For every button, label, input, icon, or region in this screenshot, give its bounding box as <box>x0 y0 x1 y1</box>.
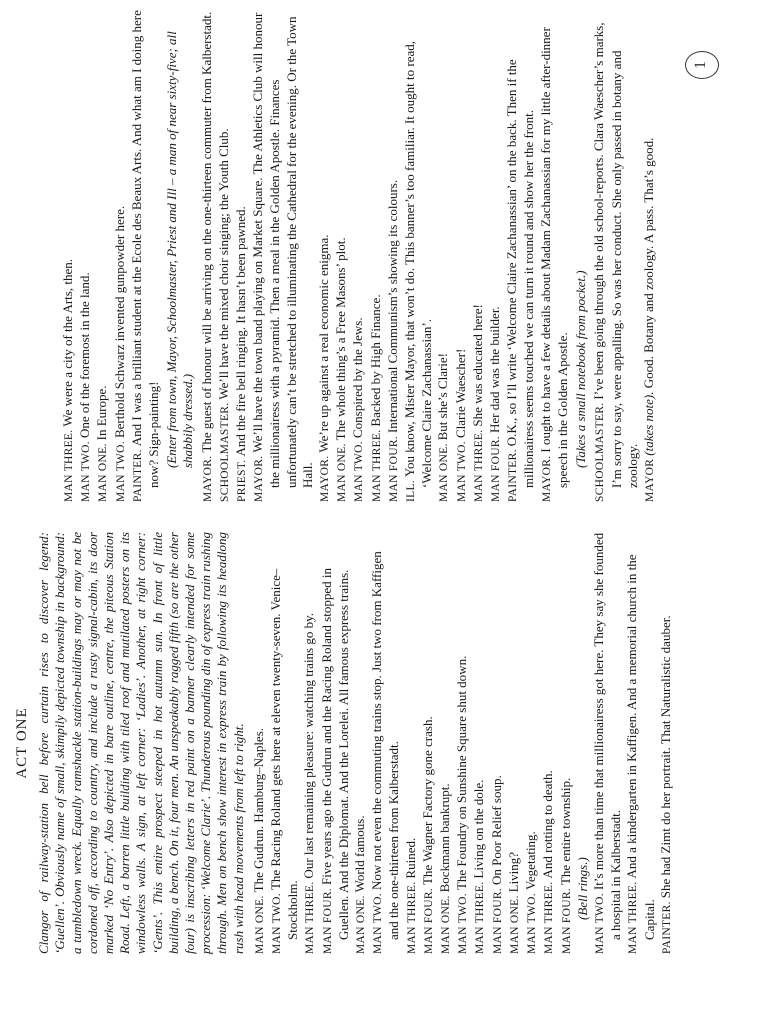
dialogue-line <box>453 10 470 502</box>
speaker-name: MAN THREE. <box>370 429 383 502</box>
speaker-name: PAINTER. <box>131 449 144 502</box>
speech-text: Ruined. <box>402 837 418 879</box>
speech-text: Now not even the commuting trains stop. Just two from Kaffigen and the one-thirteen from Kalberstadt. <box>369 551 402 940</box>
speaker-name: MAN TWO. <box>353 441 366 502</box>
speech-text: And rotting to death. <box>540 770 556 879</box>
act-title: ACT ONE <box>14 707 30 779</box>
speaker-name: MAN TWO. <box>455 441 468 502</box>
speech-text: World famous. <box>352 815 368 893</box>
speech-text: The Wagner Factory gone crash. <box>419 716 435 886</box>
dialogue-line <box>437 532 454 954</box>
speech-text: In Europe. <box>94 385 110 441</box>
dialogue-line <box>591 10 641 502</box>
speaker-name: MAN ONE. <box>355 895 368 954</box>
speech-text: Backed by High Finance. <box>367 294 383 427</box>
speaker-name: MAYOR. <box>319 455 332 502</box>
dialogue-line <box>250 10 316 502</box>
dialogue-line <box>504 10 537 502</box>
speech-text: Five years ago the Gudrun and the Racing Roland stopped in Guellen. And the Diplomat. And the Lorelei. All famous express trains. <box>318 568 351 940</box>
speech-text: I’ve been going through the old school-reports. Clara Waescher’s marks, I’m sorry to say, were appalling. So was her conduct. She only passed in botany and zoology. <box>591 22 640 488</box>
dialogue-line <box>454 532 471 954</box>
speech-text: We’ll have the town band playing on Market Square. The Athletics Club will honour the millionairess with a pyramid. Then a meal in the Golden Apostle. Finances unfortunately can’t be stretched to illuminating the Cathedral for the evening. Or the Town Hall. <box>250 12 315 488</box>
right-dialogue-a <box>60 10 162 502</box>
dialogue-line <box>575 532 591 954</box>
speaker-name: MAN FOUR. <box>321 888 334 954</box>
speaker-name: SCHOOLMASTER. <box>594 402 607 502</box>
dialogue-line <box>489 532 506 954</box>
dialogue-line <box>368 10 385 502</box>
speech-text: Clarie Waescher! <box>452 348 468 439</box>
dialogue-line <box>471 532 488 954</box>
speech-text: We were a city of the Arts, then. <box>60 259 75 427</box>
speaker-name: MAN TWO. <box>457 893 470 954</box>
speaker-name: MAN ONE. <box>438 443 451 502</box>
speech-text: O.K., so I’ll write ‘Welcome Claire Zachanassian’ on the back. Then if the millionairess seems touched we can turn it round and show her the front. <box>504 59 537 488</box>
speaker-name: MAN FOUR. <box>490 436 503 502</box>
dialogue-line <box>77 10 94 502</box>
speaker-name: MAN FOUR. <box>422 888 435 954</box>
speech-text: Living on the dole. <box>471 779 487 879</box>
speech-text: She had Zimt do her portrait. That Naturalistic dauber. <box>657 615 673 899</box>
speaker-name: MAN THREE. <box>304 881 317 954</box>
speaker-name: MAN TWO. <box>593 893 606 954</box>
speech-text: Bockmann bankrupt. <box>437 783 453 893</box>
speaker-name: MAN THREE. <box>405 881 418 954</box>
speech-text: The guest of honour will be arriving on the one-thirteen commuter from Kalberstadt. <box>198 11 214 453</box>
dialogue-line <box>591 532 624 954</box>
dialogue-line <box>251 532 268 954</box>
right-dialogue-c <box>591 10 658 502</box>
speech-text: Living? <box>505 851 521 893</box>
dialogue-line <box>129 10 162 502</box>
dialogue-line <box>641 10 658 502</box>
speech-text: Vegetating. <box>523 831 539 891</box>
speaker-name: MAN TWO. <box>271 893 284 954</box>
dialogue-line <box>301 532 318 954</box>
page-number: 1 <box>692 61 709 69</box>
opening-stage-direction: Clangor of railway-station bell before curtain rises to discover legend: ‘Guellen’. Obviously name of small, skimpily depicted township in background: a tumbledown wreck. Equally ramshackle station-buildings may or may not be cordoned off, according to country, and include a rusty signal-cabin, its door marked ‘No Entry’. Also depicted in bare outline, centre, the piteous Station Road. Left, a barren little building with tiled roof and mutilated posters on its windowless walls. A sign, at left corner: ‘Ladies’. Another, at right corner: ‘Gents’. This entire prospect steeped in hot autumn sun. In front of little building, a bench. On it, four men. An unspeakably ragged fifth (so are the other four) is inscribing letters in red paint on a banner clearly intended for some procession: ‘Welcome Clarie’. Thunderous pounding din of express train rushing through. Men on bench show interest in express train by following its headlong rush with head movements from left to right. <box>36 532 246 954</box>
speech-text: One of the foremost in the land. <box>77 272 93 439</box>
speech-text: The Foundry on Sunshine Square shut down. <box>454 655 470 891</box>
right-column <box>60 0 658 508</box>
speech-text: And a kindergarten in Kaffigen. And a memorial church in the Capital. <box>624 554 657 940</box>
speaker-name: MAYOR. <box>253 455 266 502</box>
speaker-name: MAN THREE. <box>627 881 640 954</box>
inline-direction: (takes note). <box>640 391 656 456</box>
left-column <box>0 514 675 1024</box>
speech-text: We’ll have the mixed choir singing; the Youth Club. <box>215 128 231 400</box>
speech-text: On Poor Relief soup. <box>488 775 504 886</box>
speaker-name: MAN ONE. <box>336 443 349 502</box>
speaker-name: PAINTER. <box>660 901 673 954</box>
speaker-name: MAN TWO. <box>80 441 93 502</box>
speaker-name: MAN THREE. <box>63 429 75 502</box>
speaker-name: MAN FOUR. <box>491 888 504 954</box>
speaker-name: PAINTER. <box>507 449 520 502</box>
speaker-name: ILL. <box>405 480 418 502</box>
speaker-name: MAN ONE. <box>440 895 453 954</box>
dialogue-line <box>60 10 77 502</box>
speech-text: We’re up against a real economic enigma. <box>316 234 332 453</box>
dialogue-line <box>352 532 369 954</box>
speech-text: And the fire bell ringing. It hasn’t been pawned. <box>233 206 249 457</box>
dialogue-line <box>540 532 557 954</box>
speaker-name: MAN THREE. <box>543 881 556 954</box>
dialogue-line <box>268 532 301 954</box>
dialogue-line <box>506 532 523 954</box>
dialogue-line <box>403 532 420 954</box>
stage-direction: (Bell rings.) <box>574 857 590 920</box>
right-dialogue-b <box>199 10 571 502</box>
speech-text: I ought to have a few details about Madam Zachanassian for my little after-dinner speech in the Golden Apostle. <box>537 27 570 488</box>
dialogue-line <box>216 10 233 502</box>
speech-text: You know, Mister Mayor, that won’t do. This banner’s too familiar. It ought to read, ‘Welcome Claire Zachanassian’. <box>402 41 435 488</box>
stage-direction-enter: (Enter from town, Mayor, Schoolmaster, Priest and Ill – a man of near sixty-five; all shabbily dressed.) <box>164 31 196 468</box>
dialogue-line <box>350 10 367 502</box>
speech-text: Good. Botany and zoology. A pass. That’s good. <box>640 137 656 389</box>
dialogue-line <box>385 10 402 502</box>
dialogue-line <box>112 10 129 502</box>
speech-text: The Racing Roland gets here at eleven twenty-seven. Venice–Stockholm. <box>268 568 301 940</box>
speech-text: But she’s Clarie! <box>435 352 451 441</box>
speech-text: Our last remaining pleasure: watching trains go by. <box>301 612 317 879</box>
speaker-name: MAN THREE. <box>472 429 485 502</box>
dialogue-line <box>420 532 437 954</box>
speech-text: It’s more than time that millionairess got here. They say she founded a hospital in Kalberstadt. <box>590 532 624 940</box>
speech-text: Her dad was the builder. <box>487 306 503 434</box>
dialogue-line <box>333 10 350 502</box>
speaker-name: MAN TWO. <box>526 893 539 954</box>
speech-text: She was educated here! <box>469 304 485 427</box>
speaker-name: MAN FOUR. <box>560 888 573 954</box>
dialogue-line <box>470 10 487 502</box>
speaker-name: MAN THREE. <box>474 881 487 954</box>
speaker-name: MAYOR <box>643 458 656 502</box>
dialogue-line <box>233 10 250 502</box>
dialogue-line <box>94 10 111 502</box>
speech-text: And I was a brilliant student at the Ecole des Beaux Arts. And what am I doing here now? Sign-painting! <box>128 10 162 488</box>
speech-text: Conspired by the Jews. <box>350 317 366 439</box>
dialogue-line <box>538 10 571 502</box>
left-dialogue <box>251 532 675 954</box>
dialogue-line <box>402 10 435 502</box>
speaker-name: MAYOR. <box>201 455 214 502</box>
dialogue-line <box>316 10 333 502</box>
dialogue-line <box>658 532 675 954</box>
dialogue-line <box>199 10 216 502</box>
dialogue-line <box>435 10 452 502</box>
speech-text: Berthold Schwarz invented gunpowder here. <box>111 205 127 439</box>
speech-text: The entire township. <box>557 777 573 886</box>
dialogue-line <box>487 10 504 502</box>
stage-direction-notebook: (Takes a small notebook from pocket.) <box>573 270 589 468</box>
dialogue-line <box>369 532 402 954</box>
speaker-name: MAN FOUR. <box>387 436 400 502</box>
speaker-name: MAYOR. <box>540 455 553 502</box>
dialogue-line <box>523 532 540 954</box>
dialogue-line <box>319 532 352 954</box>
dialogue-line <box>558 532 575 954</box>
speech-text: The whole thing’s a Free Masons’ plot. <box>333 237 349 441</box>
speaker-name: SCHOOLMASTER. <box>218 402 231 502</box>
speech-text: International Communism’s showing its colours. <box>384 179 400 434</box>
speaker-name: MAN ONE. <box>508 895 521 954</box>
speaker-name: MAN TWO. <box>372 893 385 954</box>
speaker-name: MAN TWO. <box>114 441 127 502</box>
speaker-name: MAN ONE. <box>253 895 266 954</box>
speaker-name: PRIEST. <box>236 459 249 502</box>
dialogue-line <box>624 532 657 954</box>
speech-text: The Gudrun. Hamburg–Naples. <box>250 727 266 893</box>
speaker-name: MAN ONE. <box>97 443 110 502</box>
